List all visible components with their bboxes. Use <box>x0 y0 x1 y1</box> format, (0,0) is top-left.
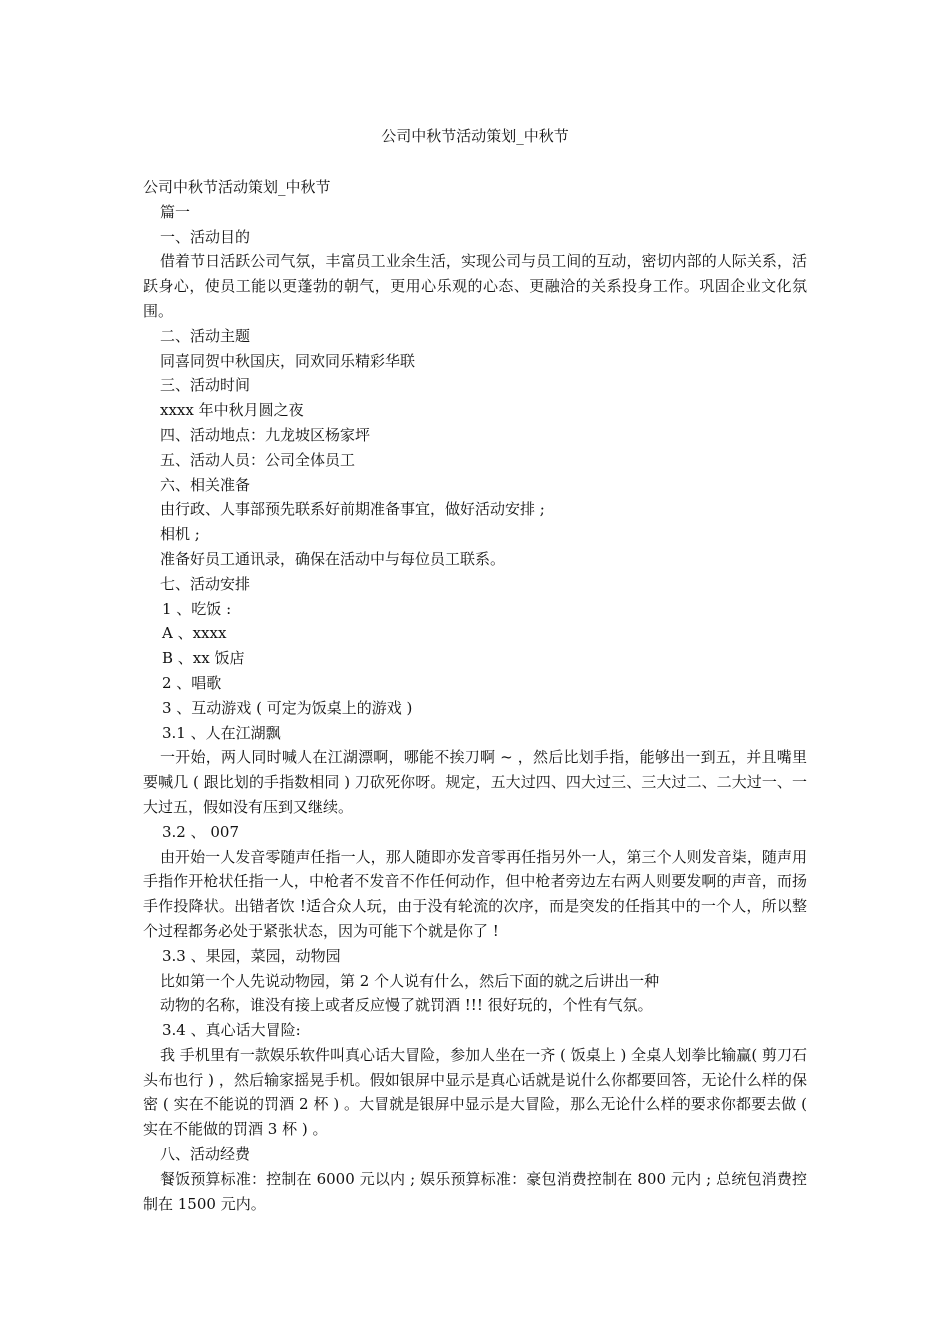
document-subtitle: 公司中秋节活动策划_中秋节 <box>143 178 331 196</box>
game-description-line: 动物的名称，谁没有接上或者反应慢了就罚酒 !!! 很好玩的，个性有气氛。 <box>160 996 653 1015</box>
preparation-item: 由行政、人事部预先联系好前期准备事宜，做好活动安排 ; <box>160 500 545 519</box>
chapter-label: 篇一 <box>160 202 191 221</box>
document-body <box>143 175 807 1216</box>
section-heading-preparation: 六、相关准备 <box>160 475 251 494</box>
section-heading-budget: 八、活动经费 <box>160 1145 251 1164</box>
section-location: 四、活动地点：九龙坡区杨家坪 <box>160 425 371 444</box>
time-text: xxxx 年中秋月圆之夜 <box>160 401 304 420</box>
section-heading-schedule: 七、活动安排 <box>160 574 251 593</box>
document-title: 公司中秋节活动策划_中秋节 <box>381 127 569 145</box>
game-title: 3.1 、人在江湖飘 <box>162 723 281 742</box>
game-title: 3.3 、果园，菜园，动物园 <box>162 946 341 965</box>
game-title: 3.2 、 007 <box>162 822 240 841</box>
schedule-subitem: A 、xxxx <box>162 624 227 643</box>
preparation-item: 准备好员工通讯录，确保在活动中与每位员工联系。 <box>160 549 506 568</box>
section-heading-time: 三、活动时间 <box>160 376 251 395</box>
game-description: 由开始一人发音零随声任指一人，那人随即亦发音零再任指另外一人，第三个人则发音柒，随声用手指作开枪状任指一人，中枪者不发音不作任何动作，但中枪者旁边左右两人则要发啊的声音，而扬手作投降状。出错者饮 !适合众人玩，由于没有轮流的次序，而是突发的任指其中的一个人，所以整个过程都务必处于紧张状态，因为可能下个就是你了 ! <box>143 847 807 940</box>
game-description: 我 手机里有一款娱乐软件叫真心话大冒险，参加人坐在一齐 ( 饭桌上 ) 全桌人划拳比输赢( 剪刀石头布也行 ) ，然后输家摇晃手机。假如银屏中显示是真心话就是说什么你都要回答，无论什么样的保密 ( 实在不能说的罚酒 2 杯 ) 。大冒就是银屏中显示是大冒险，那么无论什么样的要求你都要去做 ( 实在不能做的罚酒 3 杯 ) 。 <box>143 1045 807 1139</box>
schedule-subitem: B 、xx 饭店 <box>162 649 245 668</box>
paragraph-purpose: 借着节日活跃公司气氛，丰富员工业余生活，实现公司与员工间的互动，密切内部的人际关系，活跃身心，使员工能以更蓬勃的朝气，更用心乐观的心态、更融洽的关系投身工作。巩固企业文化氛围。 <box>143 252 807 320</box>
game-title: 3.4 、真心话大冒险: <box>162 1021 301 1040</box>
theme-text: 同喜同贺中秋国庆，同欢同乐精彩华联 <box>160 351 416 370</box>
game-description-line: 比如第一个人先说动物园，第 2 个人说有什么，然后下面的就之后讲出一种 <box>160 971 660 990</box>
schedule-item-meal: 1 、吃饭 : <box>162 599 232 618</box>
section-heading-theme: 二、活动主题 <box>160 326 251 345</box>
paragraph-budget: 餐饭预算标准：控制在 6000 元以内 ; 娱乐预算标准：豪包消费控制在 800 元内 ; 总统包消费控制在 1500 元内。 <box>143 1169 807 1213</box>
schedule-item-singing: 2 、唱歌 <box>162 673 222 692</box>
section-heading-purpose: 一、活动目的 <box>160 227 251 246</box>
preparation-item: 相机 ; <box>160 525 200 544</box>
schedule-item-games: 3 、互动游戏 ( 可定为饭桌上的游戏 ) <box>162 698 413 717</box>
section-participants: 五、活动人员：公司全体员工 <box>160 450 356 469</box>
game-description: 一开始，两人同时喊人在江湖漂啊，哪能不挨刀啊 ~ ，然后比划手指，能够出一到五，并且嘴里要喊几 ( 跟比划的手指数相同 ) 刀砍死你呀。规定，五大过四、四大过三、三大过二、二大过一、一大过五，假如没有压到又继续。 <box>143 748 807 816</box>
